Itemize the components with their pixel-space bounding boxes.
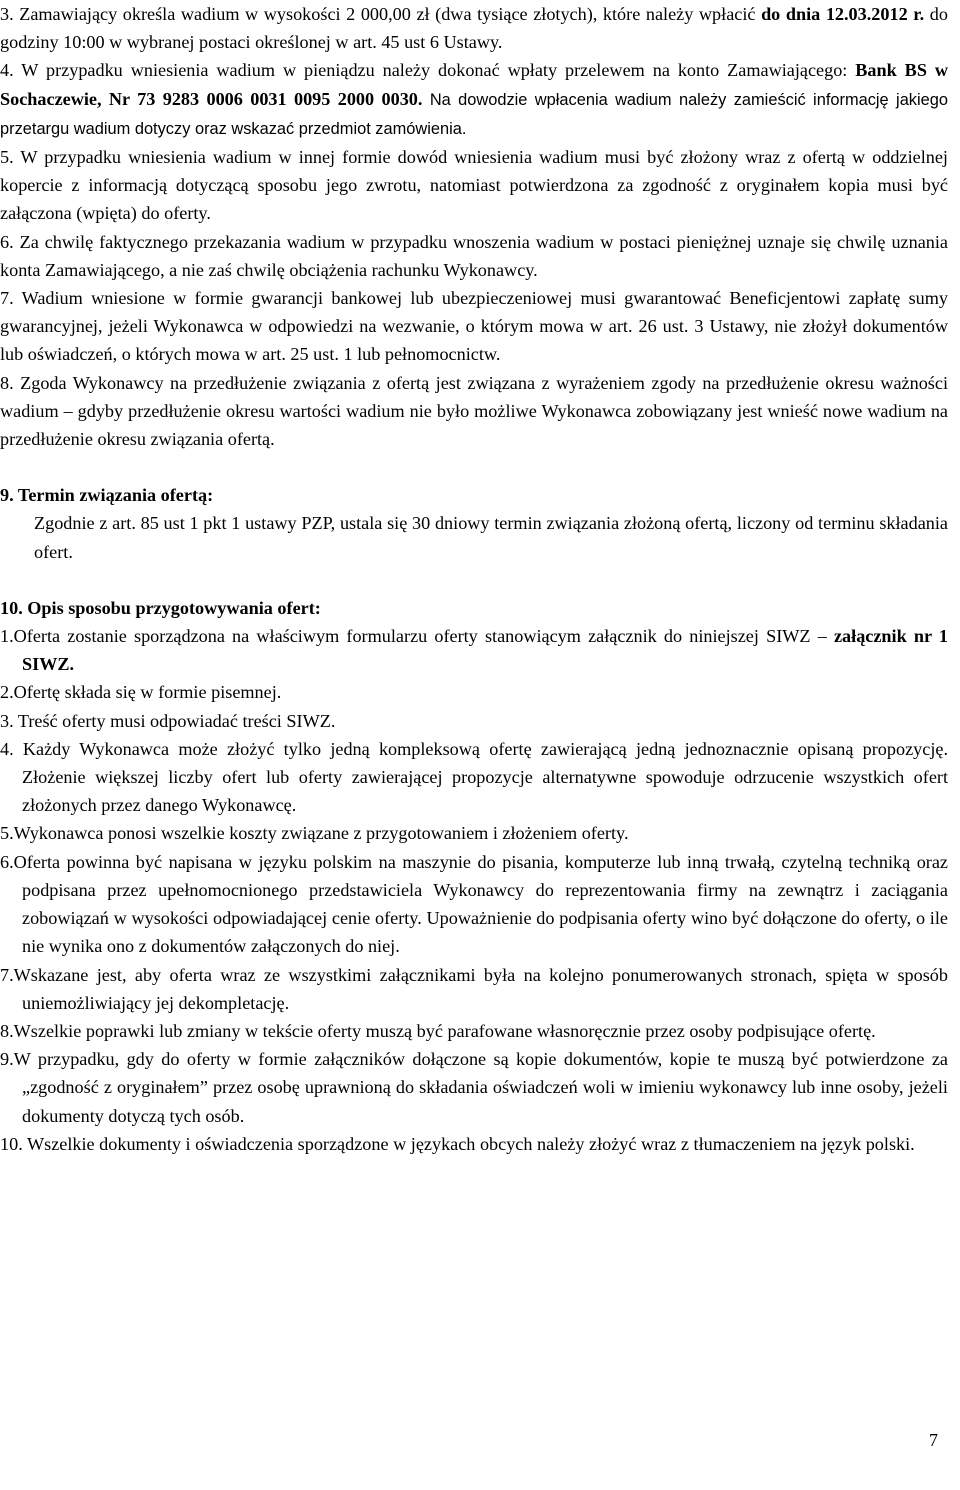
list-item-2: 2.Ofertę składa się w formie pisemnej. [0, 682, 282, 703]
spacer [0, 566, 948, 594]
text: 1.Oferta zostanie sporządzona na właściwym formularzu oferty stanowiącym załącznik do niniejszej SIWZ – [0, 626, 834, 647]
paragraph-6: 6. Za chwilę faktycznego przekazania wadium w przypadku wnoszenia wadium w postaci pieniężnej uznaje się chwilę uznania konta Zamawiającego, a nie zaś chwilę obciążenia rachunku Wykonawcy. [0, 231, 948, 280]
list-item-6: 6.Oferta powinna być napisana w języku polskim na maszynie do pisania, komputerze lub inną trwałą, czytelną techniką oraz podpisana przez upełnomocnionego przedstawiciela Wykonawcy do reprezentowania firmy na zewnątrz i zaciągania zobowiązań w wysokości odpowiadającej cenie oferty. Upoważnienie do podpisania oferty wino być dołączone do oferty, o ile nie wynika ono z dokumentów załączonych do niej. [0, 851, 948, 957]
list-item-1 [0, 622, 948, 678]
page-number: 7 [929, 1430, 938, 1450]
list-item-8: 8.Wszelkie poprawki lub zmiany w tekście oferty muszą być parafowane własnoręcznie przez osoby podpisujące ofertę. [0, 1020, 876, 1041]
spacer [0, 453, 948, 481]
text: do godziny 10:00 w wybranej postaci określonej w art. 45 ust 6 Ustawy. [0, 4, 948, 53]
list-item-4: 4. Każdy Wykonawca może złożyć tylko jedną kompleksową ofertę zawierającą jedną jednoznacznie opisaną propozycję. Złożenie większej liczby ofert lub oferty zawierającej propozycje alternatywne spowoduje odrzucenie wszystkich ofert złożonych przez danego Wykonawcę. [0, 738, 948, 816]
paragraph-5: 5. W przypadku wniesienia wadium w innej formie dowód wniesienia wadium musi być złożony wraz z ofertą w oddzielnej kopercie z informacją dotyczącą sposobu jego zwrotu, natomiast potwierdzona za zgodność z oryginałem kopia musi być załączona (wpięta) do oferty. [0, 147, 948, 224]
text: 4. W przypadku wniesienia wadium w pieniądzu należy dokonać wpłaty przelewem na konto Zamawiającego: [0, 60, 856, 81]
list-item-7: 7.Wskazane jest, aby oferta wraz ze wszystkimi załącznikami była na kolejno ponumerowanych stronach, spięta w sposób uniemożliwiający jej dekompletację. [0, 964, 948, 1013]
section-heading-10: 10. Opis sposobu przygotowywania ofert: [0, 597, 321, 618]
deadline-date: do dnia 12.03.2012 r. [761, 4, 925, 24]
paragraph-7: 7. Wadium wniesione w formie gwarancji bankowej lub ubezpieczeniowej musi gwarantować Beneficjentowi zapłatę sumy gwarancyjnej, jeżeli Wykonawca w odpowiedzi na wezwanie, o którym mowa w art. 26 ust. 3 Ustawy, nie złożył dokumentów lub oświadczeń, o których mowa w art. 25 ust. 1 lub pełnomocnictw. [0, 288, 948, 365]
list-item-10: 10. Wszelkie dokumenty i oświadczenia sporządzone w językach obcych należy złożyć wraz z tłumaczeniem na język polski. [0, 1133, 915, 1154]
text: 3. Zamawiający określa wadium w wysokości 2 000,00 zł (dwa tysiące złotych), które należy wpłacić [0, 4, 762, 24]
paragraph-3 [0, 0, 948, 56]
list-item-3: 3. Treść oferty musi odpowiadać treści SIWZ. [0, 710, 336, 731]
attachment-ref: załącznik nr 1 SIWZ. [22, 626, 948, 675]
bank-account: Bank BS w Sochaczewie, Nr 73 9283 0006 0031 0095 2000 0030. [0, 60, 948, 109]
section-heading-9: 9. Termin związania ofertą: [0, 485, 214, 506]
paragraph-8: 8. Zgoda Wykonawcy na przedłużenie związania z ofertą jest związana z wyrażeniem zgody na przedłużenie okresu ważności wadium – gdyby przedłużenie okresu wartości wadium nie było możliwe Wykonawca zobowiązany jest wnieść nowe wadium na przedłużenie okresu związania ofertą. [0, 372, 948, 450]
list-item-9: 9.W przypadku, gdy do oferty w formie załączników dołączone są kopie dokumentów, kopie te muszą być potwierdzone za „zgodność z oryginałem” przez osobę uprawnioną do składania oświadczeń woli w imieniu wykonawcy lub inne osoby, jeżeli dokumenty dotyczą tych osób. [0, 1049, 948, 1126]
paragraph-9: Zgodnie z art. 85 ust 1 pkt 1 ustawy PZP, ustala się 30 dniowy termin związania złożoną ofertą, liczony od terminu składania ofert. [34, 513, 948, 562]
paragraph-4 [0, 56, 948, 143]
list-item-5: 5.Wykonawca ponosi wszelkie koszty związane z przygotowaniem i złożeniem oferty. [0, 823, 629, 844]
text: Na dowodzie wpłacenia wadium należy zamieścić informację jakiego przetargu wadium dotyczy oraz wskazać przedmiot zamówienia. [0, 90, 948, 138]
